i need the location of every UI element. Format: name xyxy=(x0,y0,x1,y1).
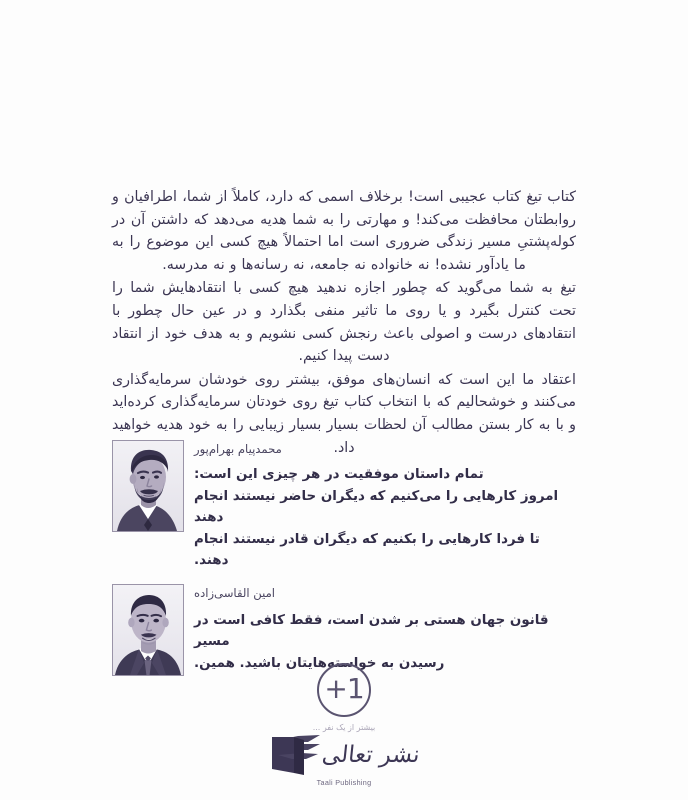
testimonial-quote-line: قانون جهان هستی بر شدن است، فقط کافی است در مسیر xyxy=(194,612,549,649)
plus-one-label: +1 xyxy=(324,672,364,705)
publisher-name-fa: نشر تعالی xyxy=(320,741,422,768)
publisher-mark xyxy=(268,735,420,775)
testimonial-item xyxy=(112,584,576,676)
testimonial-photo-wrapper xyxy=(112,440,184,532)
publisher-logo xyxy=(0,735,688,787)
testimonial-quote-line: تا فردا کارهایی را بکنیم که دیگران قادر نیستند انجام دهند. xyxy=(194,531,540,568)
testimonial-quote-line: رسیدن به خواسته‌هایتان باشید. همین. xyxy=(194,655,445,671)
paragraph-1: کتاب تیغ کتاب عجیبی است! برخلاف اسمی که دارد، کاملاً از شما، اطرافیان و روابطتان محافظت می‌کند! و مهارتی را به شما هدیه می‌دهد که داشتن آن در کوله‌پشتیِ مسیر زندگی ضروری است اما احتمالاً هیچ کسی این موضوع را به ما یادآور نشده! نه خانواده نه جامعه، نه رسانه‌ها و نه مدرسه. xyxy=(112,189,576,273)
description-copy xyxy=(112,186,576,459)
plus-one-caption: بیشتر از یک نفر ... xyxy=(312,723,376,732)
testimonial-item xyxy=(112,440,576,572)
publisher-name-latin: Taali Publishing xyxy=(316,778,372,787)
plus-one-mark xyxy=(0,663,688,732)
testimonial-photo-wrapper xyxy=(112,584,184,676)
portrait-photo-alghasizadeh xyxy=(112,584,184,676)
testimonial-quote-line: امروز کارهایی را می‌کنیم که دیگران حاضر نیستند انجام دهند xyxy=(194,488,559,525)
paragraph-2: تیغ به شما می‌گوید که چطور اجازه ندهید هیچ کسی با انتقادهایش شما را تحت کنترل بگیرد و یا روی ما تاثیر منفی بگذارد و در عین حال چطور با انتقادهای درست و اصولی باعث رنجش کسی نشویم و به هدف خود از انتقاد دست پیدا کنیم. xyxy=(112,280,576,365)
plus-one-circle-icon xyxy=(317,663,371,717)
testimonial-quote-line: تمام داستان موفقیت در هر چیزی این است: xyxy=(194,467,484,482)
book-wing-icon xyxy=(268,735,320,775)
testimonial-author-name: امین القاسی‌زاده xyxy=(194,585,276,600)
paragraph-3: اعتقاد ما این است که انسان‌های موفق، بیشتر روی خودشان سرمایه‌گذاری می‌کنند و خوشحالیم که با انتخاب کتاب تیغ روی خودتان سرمایه‌گذاری کرده‌اید و با به کار بستن مطالب آن لحظات بسیار بسیار زیبایی را به خود هدیه خواهید داد. xyxy=(112,371,576,456)
testimonial-text xyxy=(194,440,576,572)
portrait-photo-bahrampour xyxy=(112,440,184,532)
testimonial-text xyxy=(194,584,576,675)
testimonials-section xyxy=(112,440,576,688)
testimonial-author-name: محمدپیام بهرام‌پور xyxy=(194,442,282,456)
